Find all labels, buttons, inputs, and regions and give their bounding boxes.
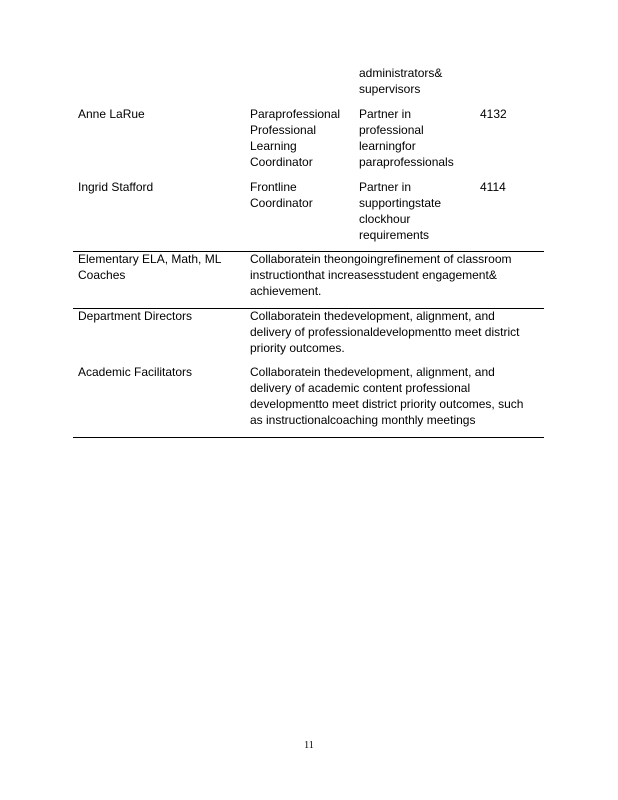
group-name: Department Directors xyxy=(78,309,193,323)
staff-name: Anne LaRue xyxy=(78,107,145,121)
staff-title: Frontline Coordinator xyxy=(250,180,313,210)
group-name: Academic Facilitators xyxy=(78,365,193,379)
table-bottom-border xyxy=(73,437,544,438)
partial-row-role: administrators& supervisors xyxy=(359,66,443,96)
group-description: Collaboratein theongoingrefinement of classroom instructionthat increasesstudent engagement& achievement. xyxy=(250,252,512,298)
group-description: Collaboratein thedevelopment, alignment, and delivery of professionaldevelopmentto meet district priority outcomes. xyxy=(250,309,520,355)
staff-title: Paraprofessional Professional Learning Coordinator xyxy=(250,107,341,169)
staff-extension: 4132 xyxy=(480,107,507,121)
staff-role: Partner in supportingstate clockhour requirements xyxy=(359,180,442,242)
group-name: Elementary ELA, Math, ML Coaches xyxy=(78,252,222,282)
staff-extension: 4114 xyxy=(480,180,506,194)
page-number: 11 xyxy=(304,740,314,751)
staff-name: Ingrid Stafford xyxy=(78,180,154,194)
staff-role: Partner in professional learningfor paraprofessionals xyxy=(359,107,454,169)
group-description: Collaboratein thedevelopment, alignment, and delivery of academic content professional developmentto meet district priority outcomes, such as instructionalcoaching monthly meetings xyxy=(250,365,524,427)
